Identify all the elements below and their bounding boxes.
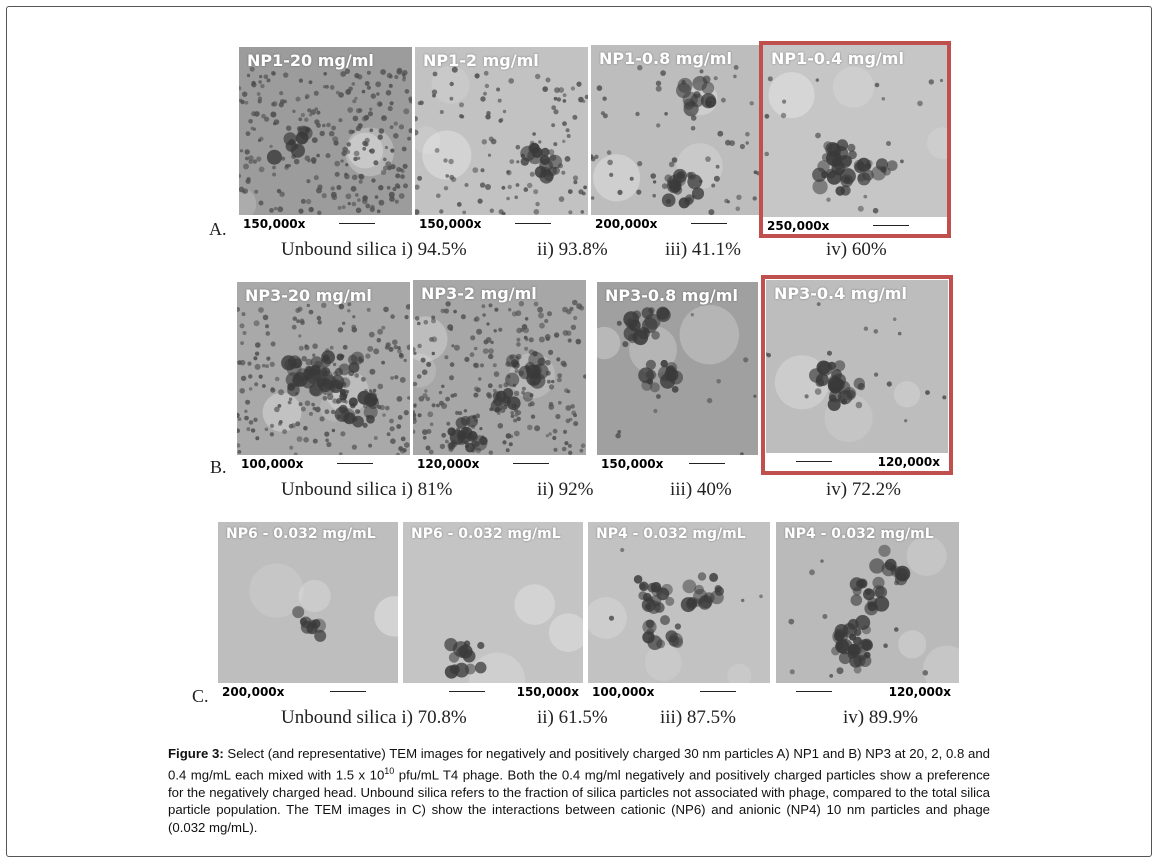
tem-texture (776, 522, 959, 700)
scale-ruler (449, 691, 485, 692)
panel-label: NP4 - 0.032 mg/mL (784, 526, 934, 542)
tem-image-b2 (413, 280, 586, 472)
stat-c-iv: iv) 89.9% (843, 707, 918, 728)
tem-texture (591, 45, 759, 232)
tem-texture (597, 282, 758, 472)
scale-bar-strip (237, 455, 410, 472)
panel-label: NP1-2 mg/ml (423, 51, 539, 70)
scale-bar-strip (776, 683, 959, 700)
scale-bar-strip (239, 215, 412, 232)
scale-ruler (515, 223, 551, 224)
stat-a-i: Unbound silica i) 94.5% (281, 239, 467, 260)
panel-label: NP1-20 mg/ml (247, 51, 374, 70)
tem-texture (239, 47, 412, 232)
magnification-label: 150,000x (419, 217, 482, 231)
scale-ruler (513, 463, 549, 464)
tem-image-c3 (588, 522, 770, 700)
magnification-label: 150,000x (601, 457, 664, 471)
highlight-box-b4 (761, 275, 953, 475)
caption-superscript: 10 (384, 765, 395, 776)
magnification-label: 100,000x (592, 685, 655, 699)
row-letter-c: C. (192, 686, 209, 706)
panel-label: NP3-2 mg/ml (421, 284, 537, 303)
tem-image-b3 (597, 282, 758, 472)
panel-label: NP3-0.8 mg/ml (605, 286, 738, 305)
magnification-label: 200,000x (222, 685, 285, 699)
stat-b-ii: ii) 92% (537, 479, 594, 500)
stat-c-i: Unbound silica i) 70.8% (281, 707, 467, 728)
row-letter-a: A. (209, 219, 227, 239)
magnification-label: 150,000x (516, 685, 579, 699)
stat-a-ii: ii) 93.8% (537, 239, 608, 260)
magnification-label: 250,000x (767, 219, 830, 233)
magnification-label: 120,000x (417, 457, 480, 471)
panel-label: NP3-20 mg/ml (245, 286, 372, 305)
scale-bar-strip (415, 215, 588, 232)
panel-label: NP3-0.4 mg/ml (774, 284, 907, 303)
scale-bar-strip (218, 683, 398, 700)
tem-texture (415, 47, 588, 232)
stat-b-i: Unbound silica i) 81% (281, 479, 453, 500)
tem-image-c2 (403, 522, 583, 700)
tem-image-b1 (237, 282, 410, 472)
row-letter-b: B. (210, 457, 227, 477)
tem-texture (237, 282, 410, 472)
scale-ruler (691, 223, 727, 224)
magnification-label: 120,000x (888, 685, 951, 699)
magnification-label: 200,000x (595, 217, 658, 231)
panel-label: NP1-0.8 mg/ml (599, 49, 732, 68)
caption-text-1: Select (and representative) TEM images for negatively and positively charged 30 nm particles A) NP1 and B) NP3 at 20, 2, 0.8 and 0.4 mg/mL each mixed with 1.5 x 10 (168, 746, 990, 782)
stat-c-ii: ii) 61.5% (537, 707, 608, 728)
tem-image-c1 (218, 522, 398, 700)
tem-image-a1 (239, 47, 412, 232)
tem-texture (588, 522, 770, 700)
tem-texture (413, 280, 586, 472)
caption-text-2: pfu/mL T4 phage. Both the 0.4 mg/ml negatively and positively charged particles show a preference for the negatively charged head. Unbound silica refers to the fraction of silica particles not associated with phage, compared to the total silica particle population. The TEM images in C) show the interactions between cationic (NP6) and anionic (NP4) 10 nm particles and phage (0.032 mg/mL). (168, 766, 990, 835)
panel-label: NP6 - 0.032 mg/mL (411, 526, 561, 542)
magnification-label: 120,000x (877, 455, 940, 469)
scale-ruler (689, 463, 725, 464)
scale-bar-strip (597, 455, 758, 472)
tem-texture (403, 522, 583, 700)
caption-lead: Figure 3: (168, 746, 224, 761)
tem-image-a2 (415, 47, 588, 232)
scale-ruler (337, 463, 373, 464)
scale-bar-strip (403, 683, 583, 700)
highlight-box-a4 (759, 41, 951, 238)
stat-a-iv: iv) 60% (826, 239, 887, 260)
scale-ruler (339, 223, 375, 224)
scale-ruler (700, 691, 736, 692)
scale-ruler (330, 691, 366, 692)
stat-b-iii: iii) 40% (670, 479, 732, 500)
magnification-label: 100,000x (241, 457, 304, 471)
panel-label: NP1-0.4 mg/ml (771, 49, 904, 68)
tem-texture (218, 522, 398, 700)
magnification-label: 150,000x (243, 217, 306, 231)
tem-image-a3 (591, 45, 759, 232)
figure-caption (168, 745, 990, 836)
stat-b-iv: iv) 72.2% (826, 479, 901, 500)
stat-a-iii: iii) 41.1% (665, 239, 741, 260)
scale-bar-strip (413, 455, 586, 472)
scale-bar-strip (591, 215, 759, 232)
scale-ruler (796, 691, 832, 692)
panel-label: NP4 - 0.032 mg/mL (596, 526, 746, 542)
stat-c-iii: iii) 87.5% (660, 707, 736, 728)
panel-label: NP6 - 0.032 mg/mL (226, 526, 376, 542)
scale-bar-strip (588, 683, 770, 700)
tem-image-c4 (776, 522, 959, 700)
